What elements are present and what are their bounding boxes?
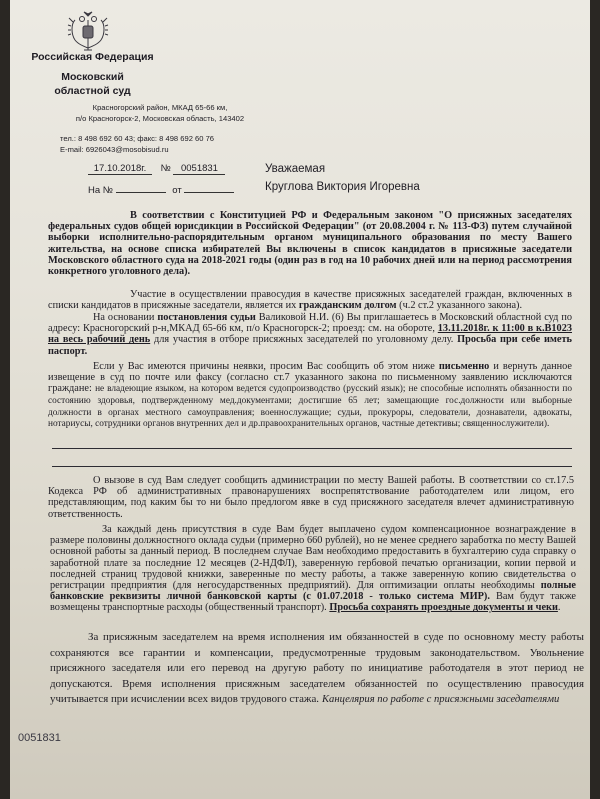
keep-tickets-note: Просьба сохранять проездные документы и чеки xyxy=(329,602,558,614)
addressee-name: Круглова Виктория Игоревна xyxy=(265,181,420,193)
paragraph-employer-notice: О вызове в суд Вам следует сообщить администрации по месту Вашей работы. В соответствии со ст.17.5 Кодекса РФ об административных правонарушениях воспрепятствование работодателем или лицом, его представляющим, под каким бы то ни было предлогом явке в суд присяжного заседателя влечет административную ответственность. xyxy=(48,475,574,520)
email-text: E-mail: 6926043@mosobisud.ru xyxy=(60,144,169,154)
non-attendance-emphasis: письменно xyxy=(438,361,490,372)
header-court-2: областной суд xyxy=(54,85,131,97)
court-address xyxy=(60,103,260,124)
civic-duty-text: Участие в осуществлении правосудия в качестве присяжных заседателей граждан, включенных в списки кандидатов в присяжные заседатели, является их xyxy=(48,289,572,312)
phones-text: тел.: 8 498 692 60 43; факс: 8 498 692 60 76 xyxy=(60,134,215,143)
court-contacts xyxy=(60,134,270,155)
addressee-block xyxy=(265,160,420,196)
paragraph-compensation xyxy=(50,524,576,614)
address-line-2: п/о Красногорск-2, Московская область, 143402 xyxy=(75,113,245,123)
non-attendance-text-2: и вернуть данное извещение в суд по почте или факсу (согласно ст.7 указанного закона по письменному заявлению исключаются граждане: xyxy=(48,361,573,395)
bank-details-emphasis: полные банковские реквизиты личной банковской карты (с 01.07.2018 - только система МИР). xyxy=(50,580,576,603)
non-attendance-text: Если у Вас имеются причины неявки, просим Вас сообщить об этом ниже xyxy=(93,361,435,372)
ref-number: 0051831 xyxy=(173,163,225,175)
paragraph-civic-duty xyxy=(48,289,572,311)
invitation-purpose: для участия в отборе присяжных заседателей по уголовному делу. xyxy=(153,334,454,346)
ref-date: 17.10.2018г. xyxy=(88,163,152,175)
civic-duty-reference: (ч.2 ст.2 указанного закона). xyxy=(399,300,523,312)
reply-ref-row xyxy=(88,185,288,196)
salutation: Уважаемая xyxy=(265,163,326,175)
reference-row xyxy=(88,163,288,175)
reply-ot-label: от xyxy=(172,185,182,196)
paragraph-non-attendance xyxy=(48,361,572,430)
ref-number-sign: № xyxy=(160,163,171,174)
paragraph-invitation xyxy=(48,312,572,357)
response-line-2[interactable] xyxy=(52,466,572,467)
response-line-1[interactable] xyxy=(52,448,572,449)
address-line-1: Красногорский район, МКАД 65-66 км, xyxy=(92,103,228,112)
exclusion-list: не владеющие языком, на котором ведется судопроизводство (русский язык); не способные исполнять обязанности по состоянию здоровья, подтвержденному мед.документами; достигшие 65 лет; замещающие гос.должности или выборные должности в органах местного самоуправления; военнослужащие; судьи, прокуроры, следователи, дознаватели, адвокаты, нотариусы, сотрудники органов внутренних дел и др.правоохранительных органов, частные детективы; священнослужители). xyxy=(48,384,572,430)
invitation-passport-note: Просьба при себе иметь паспорт. xyxy=(48,334,573,357)
coat-of-arms-emblem xyxy=(67,10,109,54)
invitation-datetime-room: 13.11.2018г. к 11:00 в к.В1023 на весь рабочий день xyxy=(48,323,572,346)
invitation-text-1: На основании xyxy=(93,312,155,323)
header-court-1: Московский xyxy=(61,71,124,83)
civic-duty-emphasis: гражданским долгом xyxy=(298,300,397,312)
paragraph-guarantees: За присяжным заседателем на время исполнения им обязанностей в суде по основному месту работы сохраняются все гарантии и компенсации, предусмотренные трудовым законодательством. Увольнение присяжного заседателя или его перевод на другую работу по инициативе работодателя в этот период не допускаются. Время исполнения присяжным заседателем обязанностей по осуществлению правосудия учитывается при исчислении всех видов трудового стажа. xyxy=(50,631,584,705)
reply-na-label: На № xyxy=(88,185,113,196)
invitation-address: Валиковой Н.И. (6) Вы приглашаетесь в Московский областной суд по адресу: Красногорский р-н,МКАД 65-66 км, п/о Красногорск-2; проезд: см. на обороте, xyxy=(48,312,572,335)
paragraph-legal-basis: В соответствии с Конституцией РФ и Федеральным законом "О присяжных заседателях федеральных судов общей юрисдикции в Российской Федерации" (от 20.08.2004 г. № 113-ФЗ) путем случайной выборки исполнительно-распорядительным органом муниципального образования по месту Вашего жительства, на основе списка избирателей Вы включены в список кандидатов в присяжные заседатели Московского областного суда на 2018-2021 годы (один раз в год на 10 рабочих дней или на период рассмотрения конкретного уголовного дела). xyxy=(48,210,572,278)
summons-document xyxy=(10,0,590,799)
court-header xyxy=(10,50,175,98)
keep-tickets-period: . xyxy=(557,602,561,614)
invitation-resolution: постановления судьи xyxy=(157,312,256,323)
office-signature: Канцелярия по работе с присяжными заседателями xyxy=(322,694,560,705)
header-country: Российская Федерация xyxy=(31,51,154,63)
transport-expenses: Вам будут также возмещены транспортные расходы (общественный транспорт). xyxy=(50,591,577,614)
compensation-text: За каждый день присутствия в суде Вам будет выплачено судом компенсационное вознаграждение в размере половины должностного оклада судьи (примерно 660 рублей), но не менее среднего заработка по месту Вашей основной работы за данный период. В последнем случае Вам необходимо предоставить в бухгалтерию суда справку о заработной плате за последние 12 месяцев (2-НДФЛ), заверенную гербовой печатью организации, копии первой и последней страниц трудовой книжки, заверенные по месту работы, а также заверенную копию свидетельства о регистрации предприятия (для негосударственных предприятий). Для оптимизации оплаты необходимы xyxy=(50,524,576,592)
footer-number: 0051831 xyxy=(18,732,61,744)
